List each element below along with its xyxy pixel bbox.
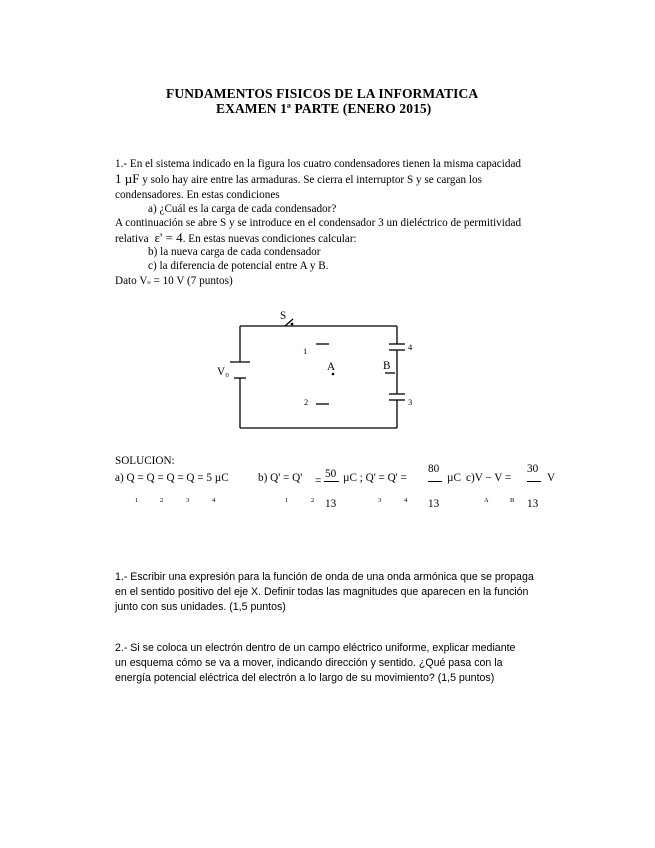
- switch-label: S: [280, 310, 287, 322]
- solution-part-b-unit: µC ; Q' = Q' =: [343, 472, 407, 484]
- problem1-line2-rest: y solo hay aire entre las armaduras. Se cierra el interruptor S y se cargan los: [139, 174, 482, 186]
- solution-part-b2-unit: µC: [447, 472, 461, 484]
- subscript-3: 3: [186, 497, 190, 504]
- question1-line2: en el sentido positivo del eje X. Definir todas las magnitudes que aparecen en la función: [115, 586, 529, 598]
- subscript-4: 4: [212, 497, 216, 504]
- problem1-line3: condensadores. En estas condiciones: [115, 189, 280, 201]
- problem1-item-c: c) la diferencia de potencial entre A y B.: [148, 260, 329, 272]
- point-a-label: A: [327, 361, 336, 373]
- epsilon-value: ε' = 4: [154, 230, 183, 245]
- solution-part-b2-denominator: 13: [428, 498, 440, 510]
- exam-title-line2: EXAMEN 1ª PARTE (ENERO 2015): [216, 101, 432, 116]
- subscript-b4: 4: [404, 497, 408, 504]
- problem1-line6-post: . En estas nuevas condiciones calcular:: [182, 233, 357, 245]
- exam-title-line1: FUNDAMENTOS FISICOS DE LA INFORMATICA: [166, 86, 479, 101]
- subscript-b2: 2: [311, 497, 315, 504]
- subscript-a: A: [484, 497, 489, 504]
- capacitor-4-label: 4: [408, 342, 413, 352]
- switch-contact: [291, 323, 294, 326]
- problem1-line1: 1.- En el sistema indicado en la figura los cuatro condensadores tienen la misma capacidad: [115, 158, 522, 170]
- subscript-1: 1: [135, 497, 139, 504]
- subscript-b3: 3: [378, 497, 382, 504]
- solution-part-b-denominator: 13: [325, 498, 337, 510]
- capacitor-1-label: 1: [303, 346, 308, 356]
- question2-line3: energía potencial eléctrica del electrón a lo largo de su movimiento? (1,5 puntos): [115, 672, 495, 684]
- solution-heading: SOLUCION:: [115, 455, 175, 467]
- dato-value: = 10 V (7 puntos): [150, 275, 233, 287]
- capacitor-2-label: 2: [304, 397, 309, 407]
- solution-part-b-prefix: b) Q' = Q': [258, 472, 303, 484]
- subscript-2: 2: [160, 497, 164, 504]
- solution-part-b-numerator: 50: [325, 468, 337, 480]
- solution-part-b2-fraction-bar: [428, 481, 442, 482]
- solution-part-b-fraction-bar: [324, 481, 339, 482]
- point-b-label: B: [383, 360, 391, 372]
- solution-part-c-prefix: c)V − V =: [466, 472, 512, 484]
- solution-part-c-unit: V: [547, 472, 556, 484]
- relativa-text: relativa: [115, 233, 149, 245]
- capacitor-3-label: 3: [408, 397, 413, 407]
- solution-part-c-numerator: 30: [527, 463, 539, 475]
- subscript-b: B: [510, 497, 515, 504]
- solution-part-c-fraction-bar: [527, 481, 541, 482]
- solution-part-a: a) Q = Q = Q = Q = 5 µC: [115, 472, 229, 484]
- dato-subscript: o: [147, 279, 151, 286]
- solution-part-b2-numerator: 80: [428, 463, 440, 475]
- v0-label: V₀: [217, 366, 229, 378]
- problem1-item-b: b) la nueva carga de cada condensador: [148, 246, 321, 258]
- dato-label: Dato V: [115, 275, 148, 287]
- question1-line3: junto con sus unidades. (1,5 puntos): [115, 601, 286, 613]
- problem1-item-a: a) ¿Cuál es la carga de cada condensador?: [148, 203, 337, 215]
- question1-line1: 1.- Escribir una expresión para la función de onda de una onda armónica que se propaga: [115, 571, 534, 583]
- capacity-value: 1 µF: [115, 171, 140, 186]
- solution-part-c-denominator: 13: [527, 498, 539, 510]
- question2-line2: un esquema cómo se va a mover, indicando dirección y sentido. ¿Qué pasa con la: [115, 657, 503, 669]
- question2-line1: 2.- Si se coloca un electrón dentro de un campo eléctrico uniforme, explicar mediante: [115, 642, 516, 654]
- problem1-line5: A continuación se abre S y se introduce en el condensador 3 un dieléctrico de permitividad: [115, 217, 522, 229]
- solution-part-b-equals: =: [315, 475, 322, 487]
- subscript-b1: 1: [285, 497, 289, 504]
